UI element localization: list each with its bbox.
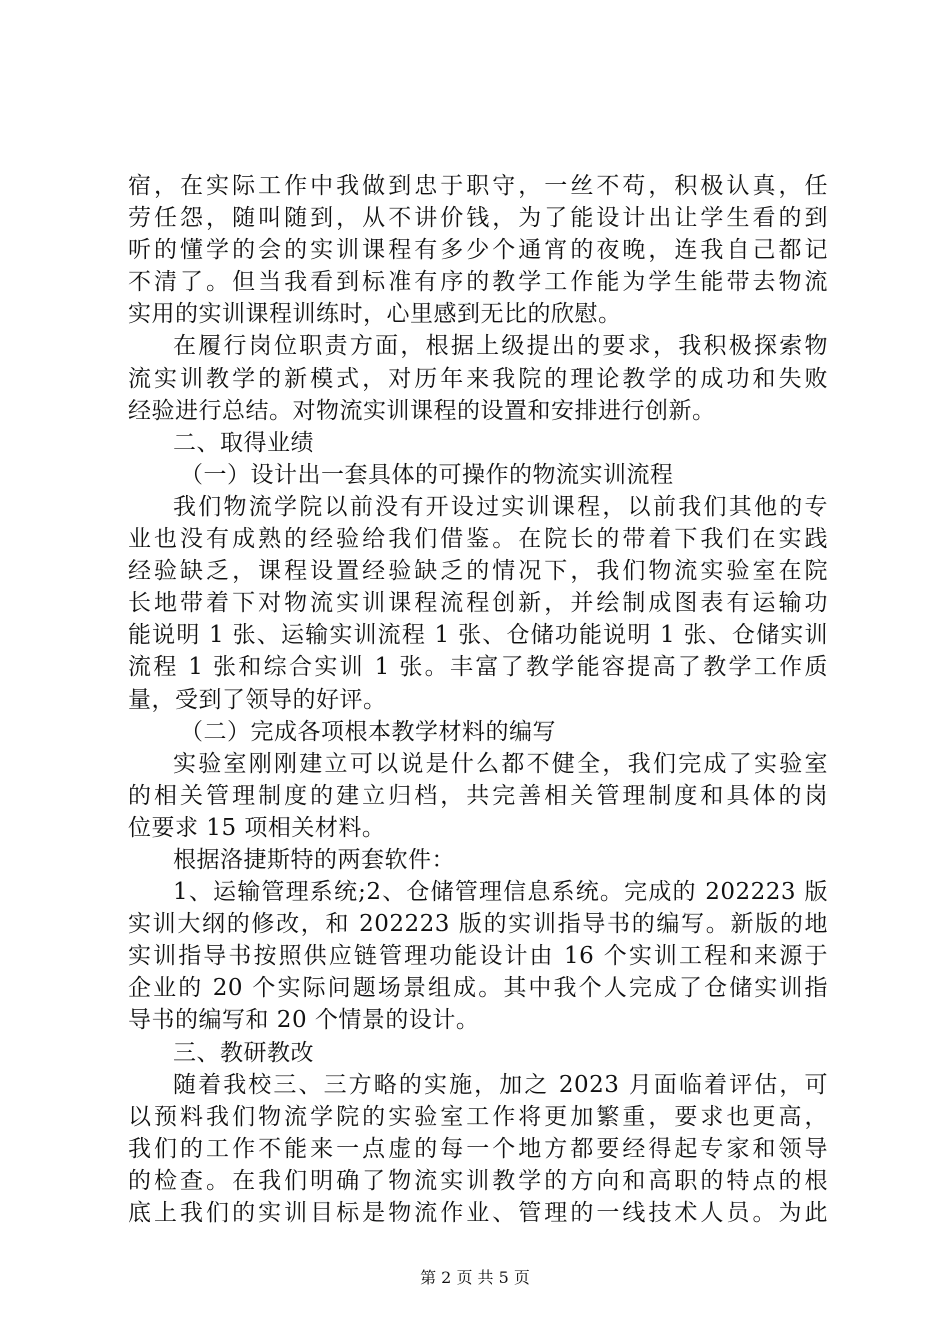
section-heading: 二、取得业绩 bbox=[173, 429, 314, 456]
text-line: 的相关管理制度的建立归档，共完善相关管理制度和具体的岗 bbox=[128, 782, 828, 809]
text-line: 流实训教学的新模式，对历年来我院的理论教学的成功和失败 bbox=[128, 365, 828, 392]
text-line: 实用的实训课程训练时，心里感到无比的欣慰。 bbox=[128, 301, 622, 328]
text-line: 经验缺乏，课程设置经验缺乏的情况下，我们物流实验室在院 bbox=[128, 558, 828, 585]
text-line: 宿，在实际工作中我做到忠于职守，一丝不苟，积极认真，任 bbox=[128, 173, 828, 199]
text-line: 我们物流学院以前没有开设过实训课程，以前我们其他的专 bbox=[173, 493, 828, 520]
text-line: 在履行岗位职责方面，根据上级提出的要求，我积极探索物 bbox=[173, 333, 828, 360]
text-line: 导书的编写和 20 个情景的设计。 bbox=[128, 1007, 480, 1034]
text-line: 的检查。在我们明确了物流实训教学的方向和高职的特点的根 bbox=[128, 1167, 828, 1194]
text-line: 能说明 1 张、运输实训流程 1 张、仓储功能说明 1 张、仓储实训 bbox=[128, 622, 828, 649]
text-line: 实训大纲的修改，和 202223 版的实训指导书的编写。新版的地 bbox=[128, 911, 828, 938]
text-line: 实验室刚刚建立可以说是什么都不健全，我们完成了实验室 bbox=[173, 750, 828, 777]
text-line: 流程 1 张和综合实训 1 张。丰富了教学能容提高了教学工作质 bbox=[128, 654, 828, 681]
text-line: 以预料我们物流学院的实验室工作将更加繁重，要求也更高， bbox=[128, 1103, 828, 1130]
section-heading: 三、教研教改 bbox=[173, 1039, 314, 1066]
subsection-heading: （二）完成各项根本教学材料的编写 bbox=[180, 718, 556, 745]
text-line: 业也没有成熟的经验给我们借鉴。在院长的带着下我们在实践 bbox=[128, 526, 828, 553]
text-line: 劳任怨，随叫随到，从不讲价钱，为了能设计出让学生看的到 bbox=[128, 205, 828, 232]
text-line: 1、运输管理系统;2、仓储管理信息系统。完成的 202223 版 bbox=[173, 879, 828, 906]
text-line: 实训指导书按照供应链管理功能设计由 16 个实训工程和来源于 bbox=[128, 943, 828, 970]
text-line: 我们的工作不能来一点虚的每一个地方都要经得起专家和领导 bbox=[128, 1135, 828, 1162]
text-line: 位要求 15 项相关材料。 bbox=[128, 814, 386, 841]
text-line: 长地带着下对物流实训课程流程创新，并绘制成图表有运输功 bbox=[128, 590, 828, 617]
page-footer: 第 2 页 共 5 页 bbox=[420, 1268, 530, 1287]
text-line: 经验进行总结。对物流实训课程的设置和安排进行创新。 bbox=[128, 397, 716, 424]
text-line: 底上我们的实训目标是物流作业、管理的一线技术人员。为此 bbox=[128, 1200, 828, 1226]
text-line: 量，受到了领导的好评。 bbox=[128, 686, 387, 713]
body-text bbox=[128, 170, 828, 1229]
subsection-heading: （一）设计出一套具体的可操作的物流实训流程 bbox=[180, 461, 674, 488]
text-line: 随着我校三、三方略的实施，加之 2023 月面临着评估，可 bbox=[173, 1071, 828, 1098]
text-line: 企业的 20 个实际问题场景组成。其中我个人完成了仓储实训指 bbox=[128, 975, 828, 1002]
text-line: 不清了。但当我看到标准有序的教学工作能为学生能带去物流 bbox=[128, 269, 828, 296]
text-line: 根据洛捷斯特的两套软件： bbox=[173, 846, 455, 873]
text-line: 听的懂学的会的实训课程有多少个通宵的夜晚，连我自己都记 bbox=[128, 237, 828, 264]
